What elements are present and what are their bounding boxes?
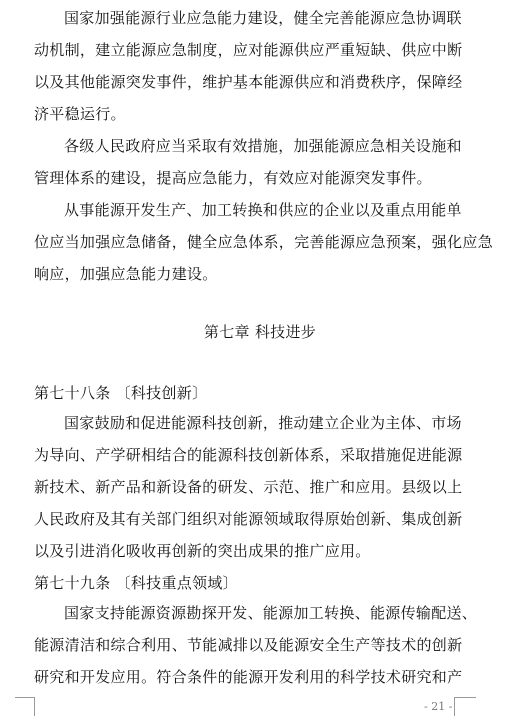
text-line: 以及引进消化吸收再创新的突出成果的推广应用。 bbox=[34, 542, 371, 560]
text-line: 国家加强能源行业应急能力建设，健全完善能源应急协调联 bbox=[64, 9, 462, 27]
text-line: 各级人民政府应当采取有效措施，加强能源应急相关设施和 bbox=[64, 137, 462, 155]
text-line: 以及其他能源突发事件，维护基本能源供应和消费秩序，保障经 bbox=[34, 73, 463, 91]
text-line: 国家鼓励和促进能源科技创新，推动建立企业为主体、市场 bbox=[64, 414, 462, 432]
text-line: 国家支持能源资源勘探开发、能源加工转换、能源传输配送、 bbox=[64, 604, 478, 622]
page-number: - 21 - bbox=[424, 700, 453, 713]
text-line: 响应，加强应急能力建设。 bbox=[34, 265, 218, 283]
crop-mark-right bbox=[454, 697, 455, 716]
text-line: 动机制，建立能源应急制度，应对能源供应严重短缺、供应中断 bbox=[34, 41, 463, 59]
chapter-title: 第七章 科技进步 bbox=[203, 323, 317, 341]
text-line: 管理体系的建设，提高应急能力，有效应对能源突发事件。 bbox=[34, 169, 432, 187]
text-line: 济平稳运行。 bbox=[34, 105, 126, 123]
article-heading: 第七十九条 〔科技重点领域〕 bbox=[34, 574, 238, 592]
crop-mark-left bbox=[15, 697, 35, 698]
text-line: 新技术、新产品和新设备的研发、示范、推广和应用。县级以上 bbox=[34, 478, 463, 496]
text-line: 人民政府及其有关部门组织对能源领域取得原始创新、集成创新 bbox=[34, 510, 463, 528]
text-line: 从事能源开发生产、加工转换和供应的企业以及重点用能单 bbox=[64, 201, 462, 219]
text-line: 为导向、产学研相结合的能源科技创新体系，采取措施促进能源 bbox=[34, 446, 463, 464]
text-line: 能源清洁和综合利用、节能减排以及能源安全生产等技术的创新 bbox=[34, 636, 463, 654]
text-line: 位应当加强应急储备，健全应急体系，完善能源应急预案，强化应急 bbox=[34, 233, 494, 251]
crop-mark-right bbox=[454, 697, 476, 698]
crop-mark-left bbox=[34, 697, 35, 716]
article-heading: 第七十八条 〔科技创新〕 bbox=[34, 384, 208, 402]
text-line: 研究和开发应用。符合条件的能源开发利用的科学技术研究和产 bbox=[34, 668, 463, 686]
